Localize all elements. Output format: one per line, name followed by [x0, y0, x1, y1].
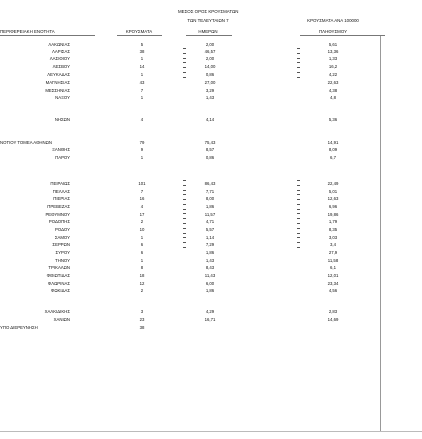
row-avg-7day: 2,00 — [205, 42, 215, 47]
row-rate-per-100k: 5,01 — [328, 189, 338, 194]
tick-marks — [297, 180, 300, 252]
row-avg-7day: 6,00 — [205, 281, 215, 286]
row-unit-name: ΝΟΤΙΟΥ ΤΟΜΕΑ ΑΘΗΝΩΝ — [0, 140, 52, 145]
row-unit-name: ΛΑΣΙΘΙΟΥ — [49, 56, 70, 61]
row-cases: 4 — [140, 117, 144, 122]
row-unit-name: ΡΟΔΟΥ — [55, 227, 70, 232]
row-avg-7day: 46,57 — [204, 49, 216, 54]
row-avg-7day: 0,86 — [205, 72, 215, 77]
row-rate-per-100k: 6,7 — [330, 155, 336, 160]
row-unit-name: ΠΑΡΟΥ — [55, 155, 70, 160]
row-unit-name: ΝΑΞΟΥ — [55, 95, 70, 100]
row-avg-7day: 14,00 — [204, 64, 216, 69]
row-unit-name: ΤΗΝΟΥ — [55, 258, 70, 263]
row-unit-name: ΛΑΚΩΝΙΑΣ — [48, 42, 70, 47]
row-unit-name: ΧΑΛΚΙΔΙΚΗΣ — [44, 309, 70, 314]
row-cases: 5 — [140, 42, 144, 47]
row-rate-per-100k: 6,1 — [330, 265, 336, 270]
unit-header: ΠΕΡΙΦΕΡΕΙΑΚΗ ΕΝΟΤΗΤΑ — [0, 29, 55, 34]
row-rate-per-100k: 19,86 — [327, 212, 339, 217]
row-unit-name: ΞΑΝΘΗΣ — [52, 147, 70, 152]
row-unit-name: ΣΕΡΡΩΝ — [52, 242, 70, 247]
row-cases: 8 — [140, 265, 144, 270]
row-avg-7day: 1,86 — [205, 288, 215, 293]
row-avg-7day: 1,43 — [205, 258, 215, 263]
header-underline — [186, 35, 232, 36]
row-cases: 6 — [140, 242, 144, 247]
row-rate-per-100k: 1,79 — [328, 219, 338, 224]
tick-marks — [183, 48, 186, 81]
rate-header-line2: ΠΛΗΘΥΣΜΟΥ — [318, 29, 348, 34]
row-unit-name: ΠΕΛΛΑΣ — [52, 189, 70, 194]
row-unit-name: ΣΑΜΟΥ — [54, 235, 70, 240]
row-cases: 17 — [139, 212, 145, 217]
row-cases: 1 — [140, 72, 144, 77]
row-avg-7day: 4,14 — [205, 117, 215, 122]
rate-header-line1: ΚΡΟΥΣΜΑΤΑ ΑΝΑ 100000 — [307, 18, 359, 23]
row-unit-name: ΜΕΣΣΗΝΙΑΣ — [45, 88, 70, 93]
row-rate-per-100k: 27,9 — [328, 250, 338, 255]
row-cases: 16 — [139, 196, 145, 201]
row-cases: 9 — [140, 147, 144, 152]
row-avg-7day: 0,86 — [205, 155, 215, 160]
row-unit-name: ΠΙΕΡΙΑΣ — [53, 196, 70, 201]
row-avg-7day: 16,71 — [204, 317, 216, 322]
row-avg-7day: 1,86 — [205, 204, 215, 209]
row-rate-per-100k: 13,36 — [327, 49, 339, 54]
row-avg-7day: 7,29 — [205, 242, 215, 247]
row-unit-name: ΝΗΣΩΝ — [54, 117, 70, 122]
avg-header-line2: ΤΩΝ ΤΕΛΕΥΤΑΙΩΝ 7 — [187, 18, 229, 23]
row-avg-7day: 8,43 — [205, 265, 215, 270]
row-unit-name: ΛΕΣΒΟΥ — [52, 64, 70, 69]
row-unit-name: ΦΩΚΙΔΑΣ — [50, 288, 70, 293]
row-cases: 10 — [139, 227, 145, 232]
row-cases: 1 — [140, 155, 144, 160]
row-unit-name: ΦΛΩΡΙΝΑΣ — [47, 281, 70, 286]
row-avg-7day: 75,43 — [204, 140, 216, 145]
row-unit-name: ΛΑΡΙΣΑΣ — [52, 49, 70, 54]
row-unit-name: ΡΕΘΥΜΝΟΥ — [45, 212, 70, 217]
row-rate-per-100k: 16,2 — [328, 64, 338, 69]
cases-header: ΚΡΟΥΣΜΑΤΑ — [125, 29, 153, 34]
row-avg-7day: 3,29 — [205, 88, 215, 93]
row-cases: 1 — [140, 95, 144, 100]
row-rate-per-100k: 6,96 — [328, 204, 338, 209]
row-cases: 12 — [139, 281, 145, 286]
row-avg-7day: 11,43 — [204, 273, 216, 278]
tick-marks — [297, 48, 300, 81]
row-cases: 6 — [140, 250, 144, 255]
row-cases: 7 — [140, 189, 144, 194]
row-rate-per-100k: 11,58 — [327, 258, 339, 263]
row-unit-name: ΛΕΥΚΑΔΑΣ — [47, 72, 70, 77]
row-cases: 14 — [139, 64, 145, 69]
avg-header-line1: ΜΕΣΟΣ ΟΡΟΣ ΚΡΟΥΣΜΑΤΩΝ — [178, 9, 239, 14]
row-avg-7day: 5,57 — [205, 227, 215, 232]
row-rate-per-100k: 3,4 — [330, 242, 336, 247]
row-cases: 18 — [139, 273, 145, 278]
row-avg-7day: 8,57 — [205, 147, 215, 152]
row-rate-per-100k: 14,91 — [327, 140, 339, 145]
row-cases: 101 — [138, 181, 146, 186]
header-underline — [117, 35, 162, 36]
row-cases: 43 — [139, 80, 145, 85]
row-cases: 23 — [139, 317, 145, 322]
row-avg-7day: 86,43 — [204, 181, 216, 186]
row-rate-per-100k: 1,33 — [328, 56, 338, 61]
row-avg-7day: 1,14 — [205, 235, 215, 240]
row-cases: 4 — [140, 204, 144, 209]
row-unit-name: ΦΘΙΩΤΙΔΑΣ — [46, 273, 70, 278]
row-rate-per-100k: 5,36 — [328, 117, 338, 122]
row-rate-per-100k: 4,8 — [330, 95, 336, 100]
row-cases: 2 — [140, 288, 144, 293]
vertical-separator — [380, 36, 381, 431]
row-unit-name: ΠΡΕΒΕΖΑΣ — [47, 204, 70, 209]
row-cases: 2 — [140, 219, 144, 224]
row-unit-name: ΠΕΙΡΑΙΩΣ — [50, 181, 70, 186]
row-avg-7day: 1,86 — [205, 250, 215, 255]
row-unit-name: ΜΑΓΝΗΣΙΑΣ — [45, 80, 70, 85]
row-rate-per-100k: 2,83 — [328, 309, 338, 314]
row-avg-7day: 4,71 — [205, 219, 215, 224]
row-avg-7day: 11,57 — [204, 212, 216, 217]
avg-header-line3: ΗΜΕΡΩΝ — [198, 29, 218, 34]
row-rate-per-100k: 4,56 — [328, 288, 338, 293]
row-rate-per-100k: 8,09 — [328, 147, 338, 152]
row-avg-7day: 2,00 — [205, 56, 215, 61]
row-avg-7day: 27,00 — [204, 80, 216, 85]
row-unit-name: ΤΡΙΚΑΛΩΝ — [48, 265, 70, 270]
row-rate-per-100k: 8,35 — [328, 227, 338, 232]
row-rate-per-100k: 5,61 — [328, 42, 338, 47]
row-rate-per-100k: 23,34 — [327, 281, 339, 286]
row-cases: 1 — [140, 56, 144, 61]
row-rate-per-100k: 14,69 — [327, 317, 339, 322]
row-cases: 79 — [139, 140, 145, 145]
row-rate-per-100k: 3,03 — [328, 235, 338, 240]
row-cases: 3 — [140, 309, 144, 314]
row-avg-7day: 4,29 — [205, 309, 215, 314]
tick-marks — [183, 180, 186, 252]
row-rate-per-100k: 4,22 — [328, 72, 338, 77]
row-avg-7day: 1,43 — [205, 95, 215, 100]
row-cases: 38 — [139, 49, 145, 54]
header-underline — [0, 35, 95, 36]
row-unit-name: ΣΥΡΟΥ — [55, 250, 70, 255]
row-rate-per-100k: 22,49 — [327, 181, 339, 186]
row-cases: 1 — [140, 258, 144, 263]
row-cases: 1 — [140, 235, 144, 240]
row-avg-7day: 7,71 — [205, 189, 215, 194]
row-cases: 38 — [139, 325, 145, 330]
row-cases: 7 — [140, 88, 144, 93]
row-rate-per-100k: 22,63 — [327, 80, 339, 85]
row-avg-7day: 8,00 — [205, 196, 215, 201]
bottom-rule — [0, 431, 422, 432]
row-unit-name: ΡΟΔΟΠΗΣ — [48, 219, 70, 224]
row-rate-per-100k: 12,01 — [327, 273, 339, 278]
row-unit-name: ΧΑΝΙΩΝ — [53, 317, 70, 322]
header-underline — [300, 35, 385, 36]
row-rate-per-100k: 4,38 — [328, 88, 338, 93]
row-unit-name: ΥΠΟ ΔΙΕΡΕΥΝΗΣΗ — [0, 325, 38, 330]
row-rate-per-100k: 12,63 — [327, 196, 339, 201]
